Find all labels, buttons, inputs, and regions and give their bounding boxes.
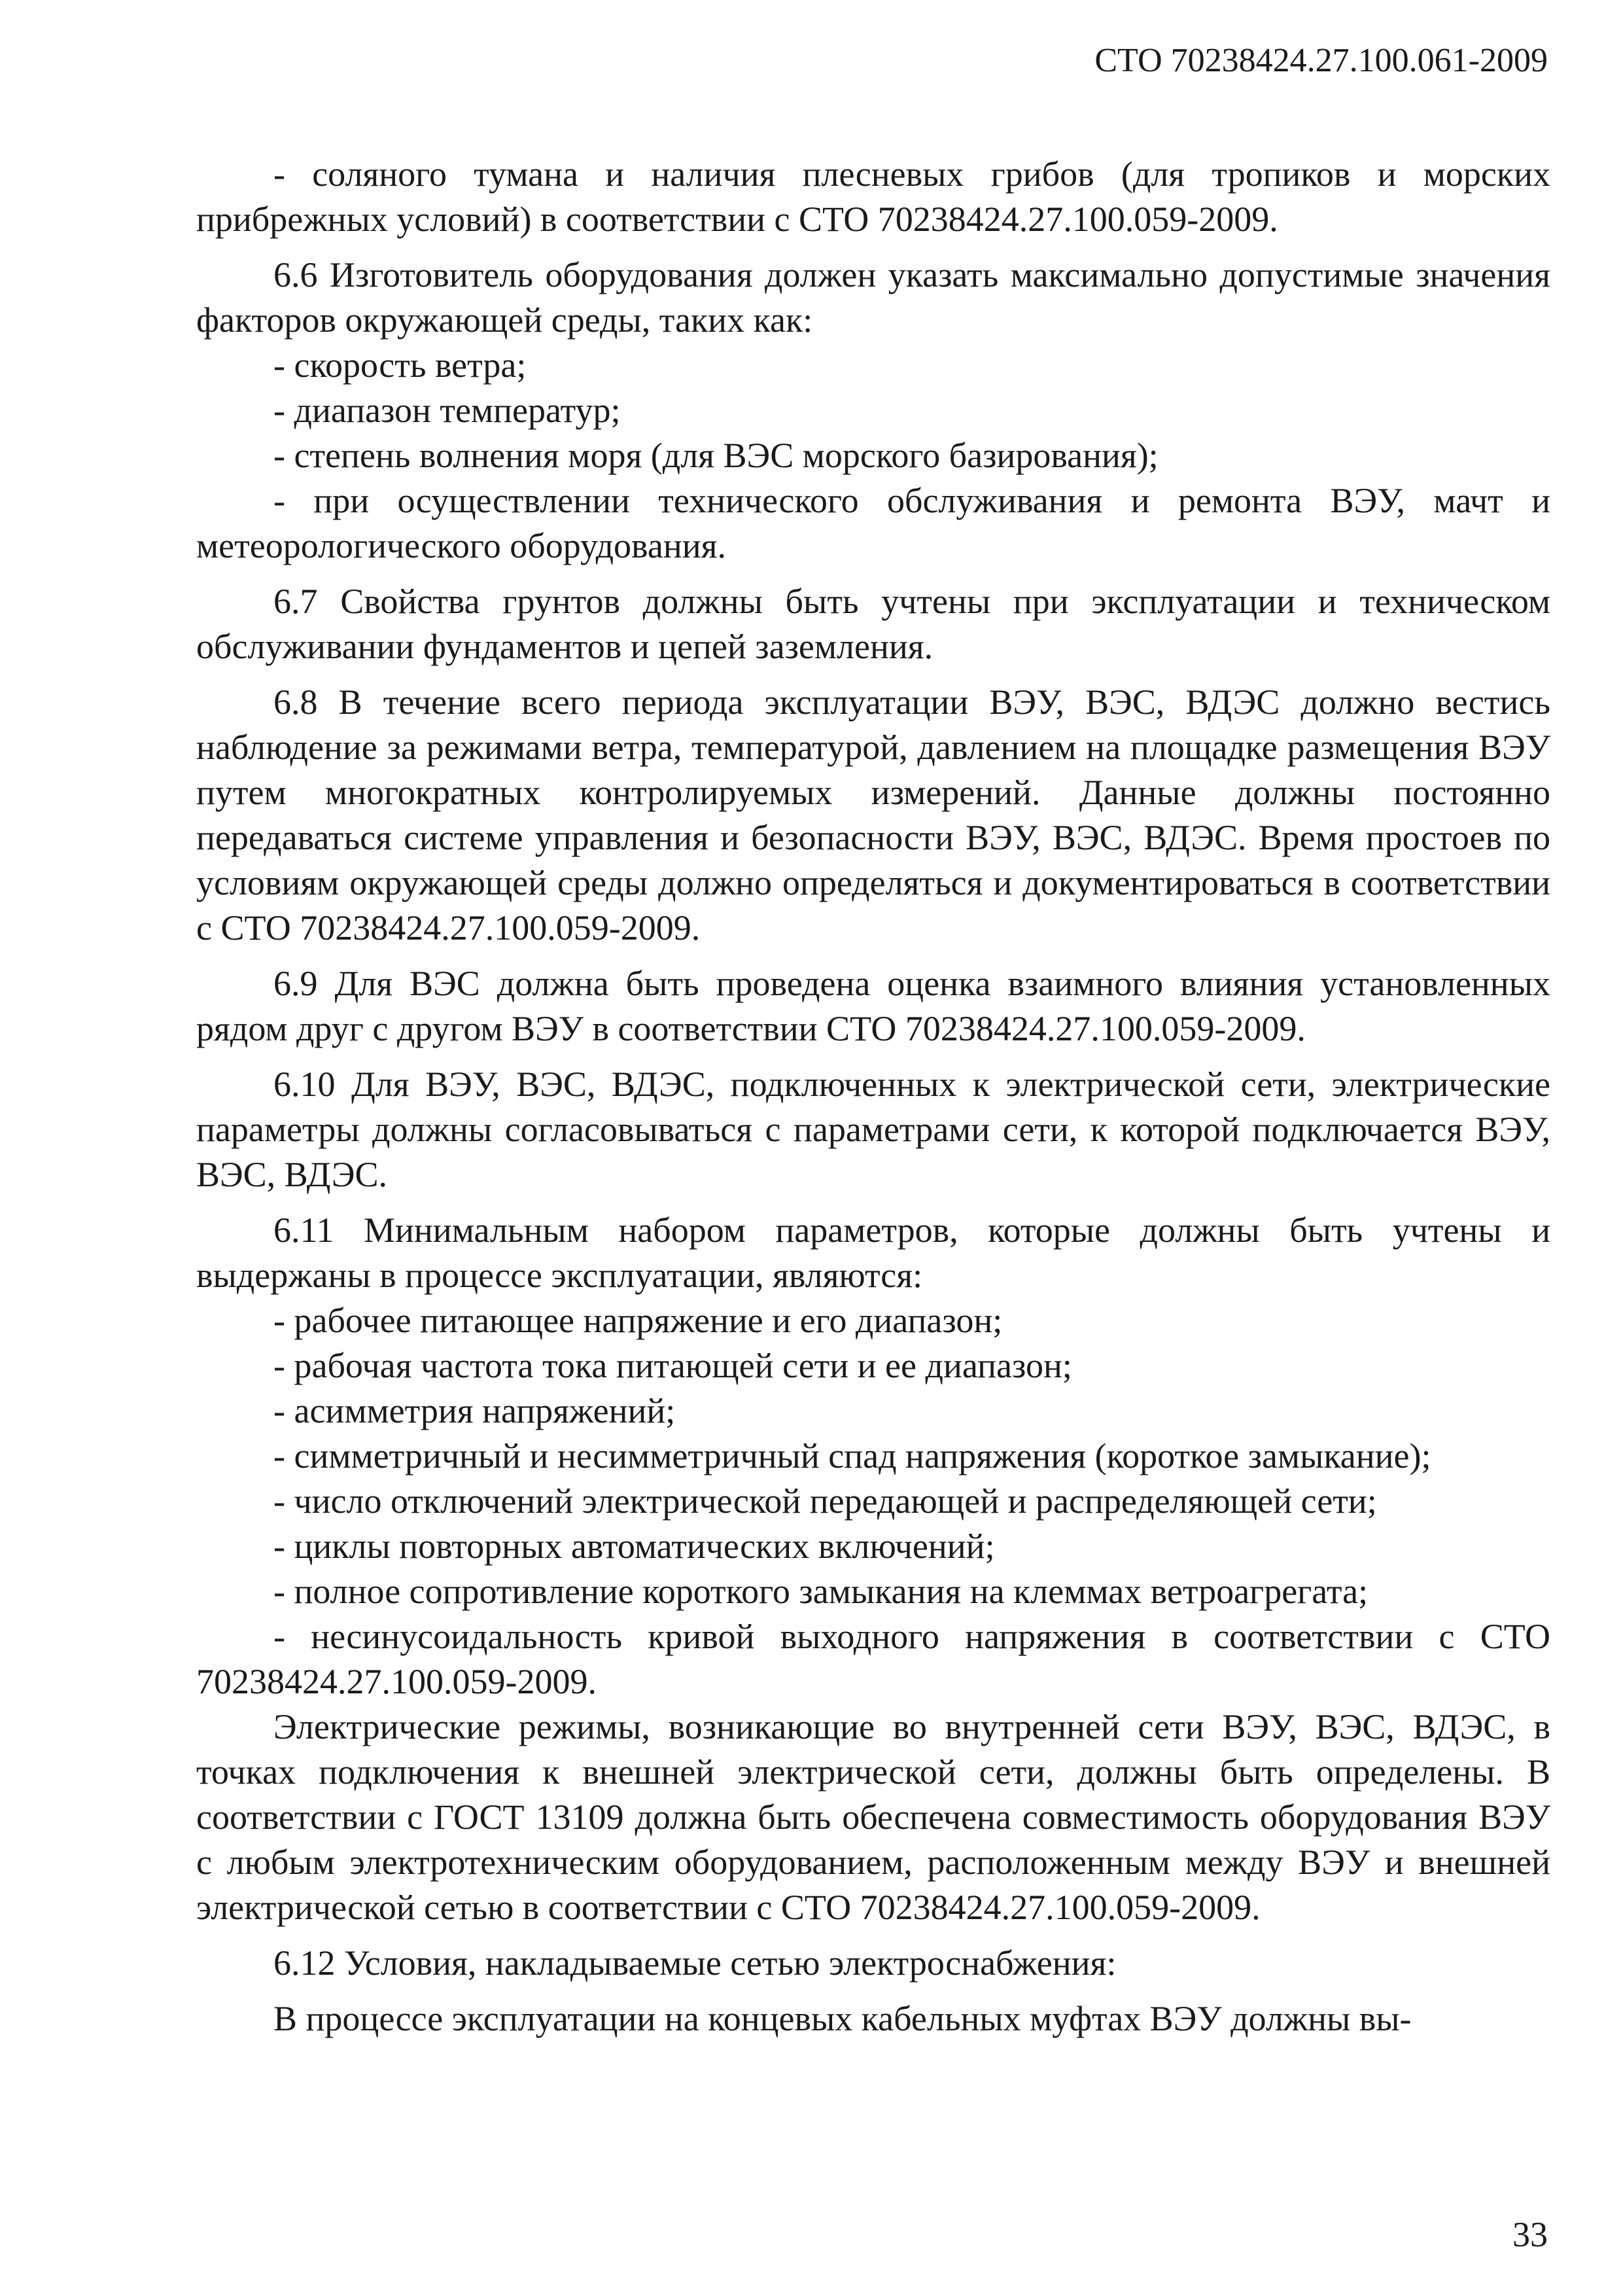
list-item: - степень волнения моря (для ВЭС морского базирования); [273, 436, 1159, 475]
list-item: - скорость ветра; [273, 345, 527, 385]
paragraph-6-11: 6.11 Минимальным набором параметров, которые должны быть учтены и выдержаны в процессе эксплуатации, являются: [196, 1210, 1550, 1295]
body-text [196, 152, 1550, 2041]
document-code: СТО 70238424.27.100.061-2009 [1094, 42, 1548, 79]
paragraph-operation: В процессе эксплуатации на концевых кабельных муфтах ВЭУ должны вы- [273, 1999, 1412, 2038]
list-item: - асимметрия напряжений; [273, 1391, 676, 1430]
list-item: - рабочее питающее напряжение и его диапазон; [273, 1301, 1003, 1340]
paragraph-6-10: 6.10 Для ВЭУ, ВЭС, ВДЭС, подключенных к электрической сети, электрические параметры должны согласовываться с параметрами сети, к которой подключается ВЭУ, ВЭС, ВДЭС. [196, 1065, 1550, 1194]
paragraph-6-9: 6.9 Для ВЭС должна быть проведена оценка взаимного влияния установленных рядом друг с другом ВЭУ в соответствии СТО 70238424.27.100.059-2009. [196, 964, 1550, 1048]
list-item: - число отключений электрической передающей и распределяющей сети; [273, 1481, 1377, 1521]
page-number: 33 [1512, 2215, 1548, 2254]
list-environment-factors [196, 343, 1550, 569]
list-item: - рабочая частота тока питающей сети и ее диапазон; [273, 1346, 1072, 1385]
paragraph-6-7: 6.7 Свойства грунтов должны быть учтены при эксплуатации и техническом обслуживании фундаментов и цепей заземления. [196, 582, 1550, 666]
paragraph-salt-fog: - соляного тумана и наличия плесневых грибов (для тропиков и морских прибрежных условий) в соответствии с СТО 70238424.27.100.059-2009. [196, 154, 1550, 239]
list-parameters [196, 1298, 1550, 1704]
list-item: - симметричный и несимметричный спад напряжения (короткое замыкание); [273, 1436, 1431, 1475]
list-item: - при осуществлении технического обслуживания и ремонта ВЭУ, мачт и метеорологического оборудования. [196, 481, 1550, 565]
paragraph-6-6: 6.6 Изготовитель оборудования должен указать максимально допустимые значения факторов окружающей среды, таких как: [196, 255, 1550, 340]
paragraph-6-12: 6.12 Условия, накладываемые сетью электроснабжения: [273, 1943, 1117, 1983]
list-item: - циклы повторных автоматических включений; [273, 1527, 995, 1566]
list-item: - полное сопротивление короткого замыкания на клеммах ветроагрегата; [273, 1572, 1369, 1611]
paragraph-6-8: 6.8 В течение всего периода эксплуатации ВЭУ, ВЭС, ВДЭС должно вестись наблюдение за режимами ветра, температурой, давлением на площадке размещения ВЭУ путем многократных контролируемых измерений. Данные должны постоянно передаваться системе управления и безопасности ВЭУ, ВЭС, ВДЭС. Время простоев по условиям окружающей среды должно определяться и документироваться в соответствии с СТО 70238424.27.100.059-2009. [196, 682, 1550, 947]
paragraph-electrical-modes: Электрические режимы, возникающие во внутренней сети ВЭУ, ВЭС, ВДЭС, в точках подключения к внешней электрической сети, должны быть определены. В соответствии с ГОСТ 13109 должна быть обеспечена совместимость оборудования ВЭУ с любым электротехническим оборудованием, расположенным между ВЭУ и внешней электрической сетью в соответствии с СТО 70238424.27.100.059-2009. [196, 1707, 1550, 1927]
list-item: - несинусоидальность кривой выходного напряжения в соответствии с СТО 70238424.27.100.059-2009. [196, 1617, 1550, 1701]
list-item: - диапазон температур; [273, 391, 621, 430]
